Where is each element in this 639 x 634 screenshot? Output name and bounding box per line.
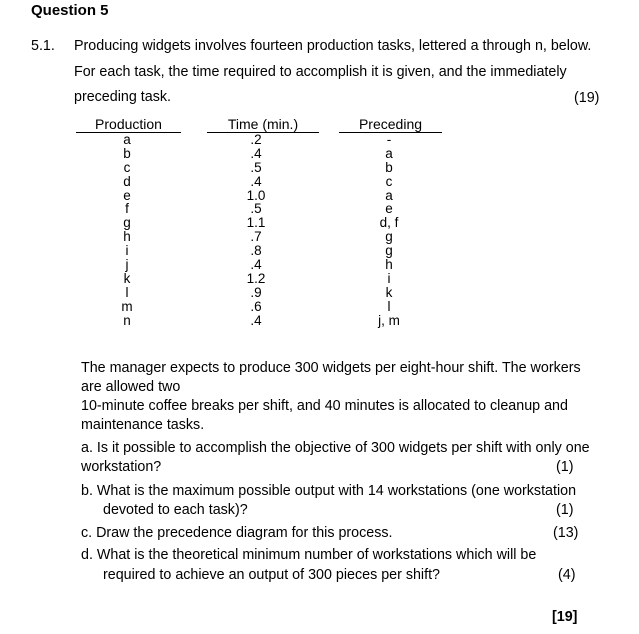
table-cell-preceding: c (385, 173, 393, 189)
total-marks: [19] (552, 609, 578, 625)
table-cell-time: .9 (250, 284, 262, 300)
header-time: Time (min.) (227, 116, 299, 132)
table-cell-preceding: h (385, 257, 393, 273)
table-cell-preceding: - (386, 132, 392, 147)
table-cell-time: 1.0 (246, 187, 266, 203)
header-preceding: Preceding (358, 116, 423, 132)
time-column (229, 133, 283, 327)
table-cell-task: d (123, 173, 131, 189)
table-cell-preceding: e (385, 201, 393, 217)
table-cell-preceding: g (385, 229, 393, 245)
preceding-column (360, 133, 418, 327)
part-b-marks: (1) (556, 502, 574, 518)
intro-line-2: For each task, the time required to accomplish it is given, and the immediately (74, 64, 567, 80)
scenario-line-4: maintenance tasks. (81, 417, 205, 433)
table-cell-preceding: d, f (379, 215, 399, 231)
part-d-marks: (4) (558, 567, 576, 583)
table-cell-time: .2 (250, 132, 262, 147)
table-cell-time: .4 (250, 173, 262, 189)
part-a-line-1: a. Is it possible to accomplish the objective of 300 widgets per shift with only one (81, 440, 590, 456)
table-cell-preceding: g (385, 243, 393, 259)
part-b-line-1: b. What is the maximum possible output with 14 workstations (one workstation (81, 483, 577, 499)
table-cell-time: .7 (250, 229, 262, 245)
part-a-marks: (1) (556, 459, 574, 475)
table-cell-task: e (123, 187, 131, 203)
table-cell-preceding: j, m (378, 312, 400, 328)
part-d-line-1: d. What is the theoretical minimum number of workstations which will be (81, 547, 537, 563)
table-cell-time: .4 (250, 145, 262, 161)
part-c-marks: (13) (553, 525, 579, 541)
table-cell-task: k (123, 270, 131, 286)
table-cell-task: m (121, 298, 133, 314)
table-cell-time: .4 (250, 312, 262, 328)
part-d-line-2: required to achieve an output of 300 pieces per shift? (103, 567, 440, 583)
table-cell-preceding: i (387, 270, 391, 286)
table-cell-time: .5 (250, 159, 262, 175)
table-cell-task: f (125, 201, 129, 217)
table-cell-task: j (125, 257, 129, 273)
scenario-line-3: 10-minute coffee breaks per shift, and 40 minutes is allocated to cleanup and (81, 398, 568, 414)
header-production: Production (95, 116, 162, 132)
intro-marks: (19) (574, 90, 600, 106)
table-cell-time: .4 (250, 257, 262, 273)
intro-line-1: Producing widgets involves fourteen production tasks, lettered a through n, below. (74, 38, 592, 54)
table-cell-preceding: l (387, 298, 391, 314)
question-number: 5.1. (31, 38, 55, 54)
table-cell-task: g (123, 215, 131, 231)
part-c-line-1: c. Draw the precedence diagram for this process. (81, 525, 393, 541)
table-cell-task: a (123, 132, 131, 147)
production-column (100, 133, 154, 327)
table-cell-preceding: b (385, 159, 393, 175)
table-cell-task: h (123, 229, 131, 245)
table-cell-preceding: k (385, 284, 393, 300)
question-heading: Question 5 (31, 2, 109, 19)
part-a-line-2: workstation? (81, 459, 162, 475)
table-cell-task: c (123, 159, 131, 175)
table-cell-time: .8 (250, 243, 262, 259)
table-cell-preceding: a (385, 145, 393, 161)
table-cell-task: b (123, 145, 131, 161)
table-cell-time: .6 (250, 298, 262, 314)
scenario-line-1: The manager expects to produce 300 widgets per eight-hour shift. The workers (81, 360, 581, 376)
table-cell-task: i (125, 243, 129, 259)
intro-line-3: preceding task. (74, 89, 171, 105)
table-cell-task: l (125, 284, 129, 300)
table-cell-task: n (123, 312, 131, 328)
table-cell-time: 1.1 (246, 215, 266, 231)
table-cell-preceding: a (385, 187, 393, 203)
table-cell-time: 1.2 (246, 270, 266, 286)
scenario-line-2: are allowed two (81, 379, 181, 395)
table-cell-time: .5 (250, 201, 262, 217)
part-b-line-2: devoted to each task)? (103, 502, 248, 518)
